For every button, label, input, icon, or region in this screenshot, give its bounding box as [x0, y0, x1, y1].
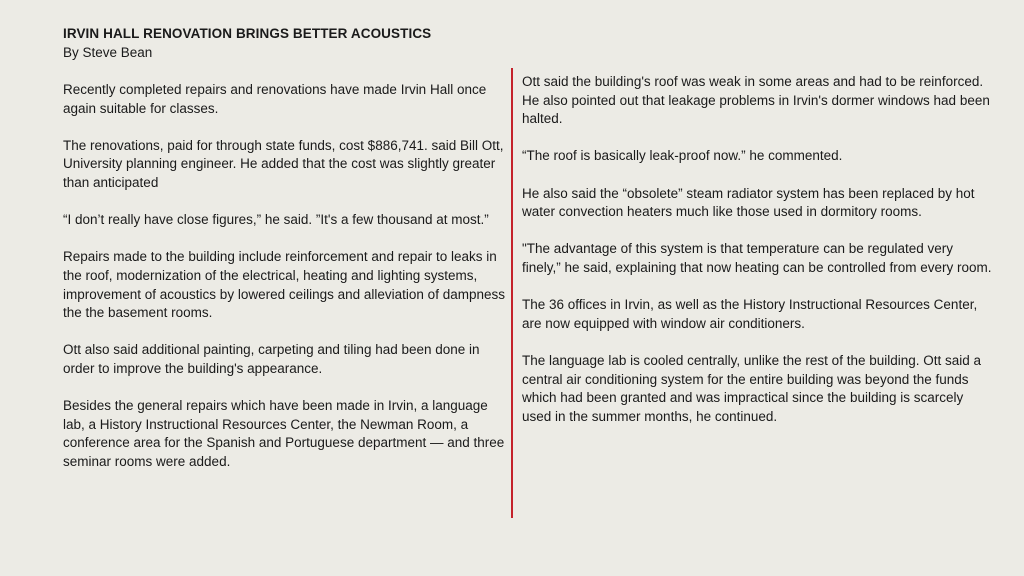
column-divider — [511, 68, 513, 518]
paragraph: “I don’t really have close figures,” he said. ”It's a few thousand at most.” — [63, 212, 489, 228]
paragraph: The 36 offices in Irvin, as well as the History Instructional Resources Center, are now equipped with window air conditioners. — [522, 297, 978, 331]
paragraph: Ott also said additional painting, carpeting and tiling had been done in order to improve the building's appearance. — [63, 342, 480, 376]
paragraph: Recently completed repairs and renovations have made Irvin Hall once again suitable for classes. — [63, 82, 487, 116]
article-byline: By Steve Bean — [63, 45, 153, 60]
paragraph: Repairs made to the building include reinforcement and repair to leaks in the roof, modernization of the electrical, heating and lighting systems, improvement of acoustics by lowered ceilings and alleviation of dampness the the basement rooms. — [63, 249, 505, 321]
paragraph: "The advantage of this system is that temperature can be regulated very finely,” he said, explaining that now heating can be controlled from every room. — [522, 241, 992, 275]
left-column — [63, 81, 508, 490]
article-headline: IRVIN HALL RENOVATION BRINGS BETTER ACOUSTICS — [63, 26, 432, 41]
paragraph: “The roof is basically leak-proof now.” he commented. — [522, 148, 843, 164]
paragraph: The language lab is cooled centrally, unlike the rest of the building. Ott said a central air conditioning system for the entire building was beyond the funds which had been granted and was impractical since the building is scarcely used in the summer months, he continued. — [522, 352, 982, 424]
right-column — [522, 73, 992, 445]
paragraph: He also said the “obsolete” steam radiator system has been replaced by hot water convection heaters much like those used in dormitory rooms. — [522, 185, 975, 220]
paragraph: The renovations, paid for through state funds, cost $886,741. said Bill Ott, University planning engineer. He added that the cost was slightly greater than anticipated — [63, 137, 504, 190]
paragraph: Ott said the building's roof was weak in some areas and had to be reinforced. He also pointed out that leakage problems in Irvin's dormer windows had been halted. — [522, 74, 990, 127]
paragraph: Besides the general repairs which have been made in Irvin, a language lab, a History Instructional Resources Center, the Newman Room, a conference area for the Spanish and Portuguese department — and three seminar rooms were added. — [63, 398, 505, 469]
